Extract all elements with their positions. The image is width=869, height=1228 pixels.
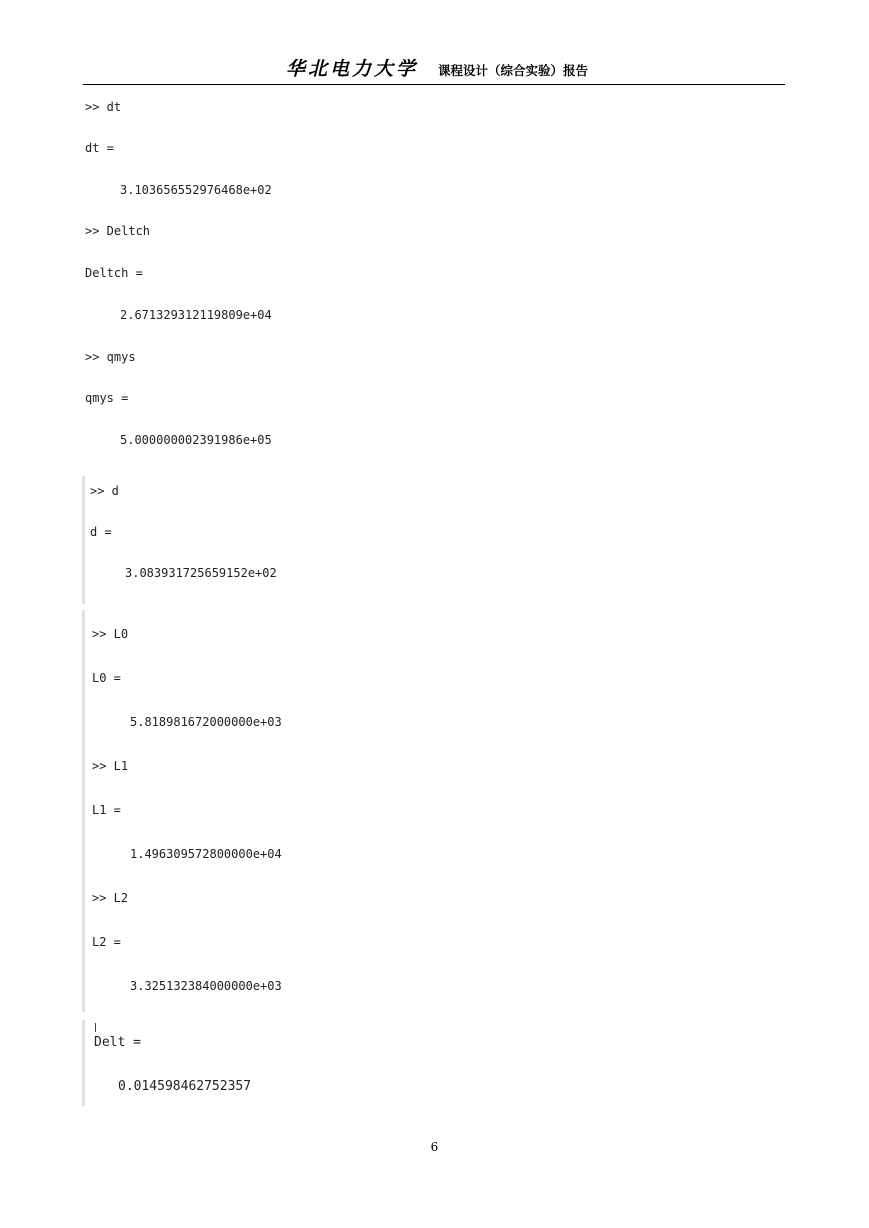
matlab-output-block-4 [82, 1020, 505, 1106]
variable-value: 0.014598462752357 [118, 1079, 252, 1094]
matlab-output-block-2 [82, 476, 505, 604]
variable-label: Delt = [94, 1035, 141, 1050]
variable-value: 1.496309572800000e+04 [130, 847, 282, 861]
page-number: 6 [430, 1140, 439, 1154]
variable-label: dt = [85, 141, 114, 155]
text-cursor [95, 1023, 96, 1032]
variable-label: Deltch = [85, 266, 143, 280]
variable-value: 3.083931725659152e+02 [125, 566, 277, 580]
variable-value: 3.103656552976468e+02 [120, 183, 272, 197]
command-line: >> d [90, 484, 119, 498]
command-line: >> L2 [92, 891, 129, 905]
variable-label: qmys = [85, 391, 129, 405]
variable-value: 2.671329312119809e+04 [120, 308, 272, 322]
matlab-output-block-3 [82, 610, 505, 1012]
university-logo-text: 华北电力大学 [286, 58, 419, 80]
command-line: >> qmys [85, 350, 136, 364]
variable-value: 3.325132384000000e+03 [130, 979, 282, 993]
command-line: >> dt [85, 100, 122, 114]
variable-label: L1 = [92, 803, 121, 817]
matlab-output-block-1 [83, 96, 503, 452]
page-header [83, 56, 785, 85]
variable-value: 5.818981672000000e+03 [130, 715, 282, 729]
command-line: >> Deltch [85, 224, 151, 238]
variable-label: L0 = [92, 671, 121, 685]
report-subtitle: 课程设计（综合实验）报告 [438, 63, 589, 78]
command-line: >> L1 [92, 759, 129, 773]
variable-label: d = [90, 525, 112, 539]
command-line: >> L0 [92, 627, 129, 641]
variable-label: L2 = [92, 935, 121, 949]
variable-value: 5.000000002391986e+05 [120, 433, 272, 447]
